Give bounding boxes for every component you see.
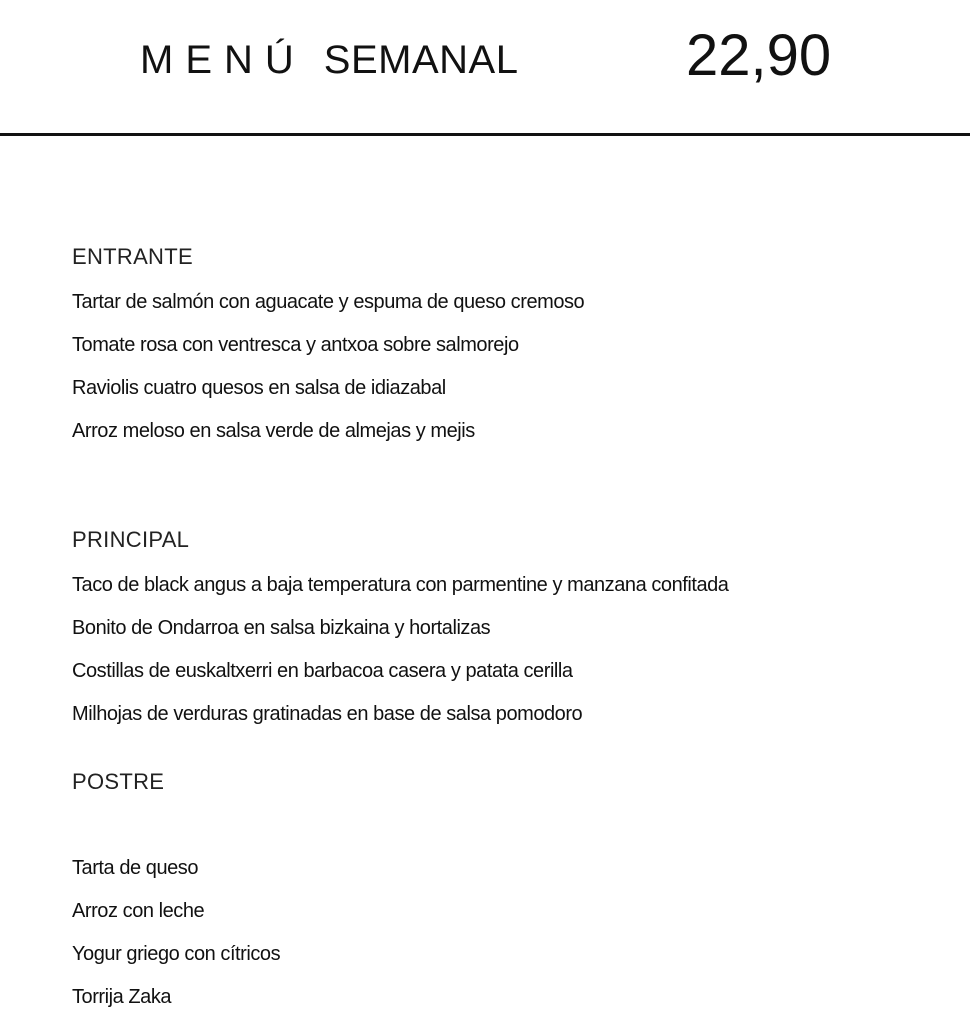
dish-item: Milhojas de verduras gratinadas en base de salsa pomodoro: [72, 703, 583, 725]
menu-price: 22,90: [686, 23, 832, 88]
menu-title-word: MENÚ: [140, 38, 306, 82]
dish-item: Tomate rosa con ventresca y antxoa sobre salmorejo: [72, 334, 519, 356]
menu-title-subtitle: SEMANAL: [323, 38, 519, 82]
dish-item: Tarta de queso: [72, 857, 199, 879]
dish-item: Tartar de salmón con aguacate y espuma de queso cremoso: [72, 291, 585, 313]
menu-title: [140, 36, 518, 84]
section-heading-entrante: ENTRANTE: [72, 244, 193, 269]
dish-item: Yogur griego con cítricos: [72, 943, 281, 965]
dish-item: Costillas de euskaltxerri en barbacoa casera y patata cerilla: [72, 660, 573, 682]
dish-item: Bonito de Ondarroa en salsa bizkaina y hortalizas: [72, 617, 491, 639]
section-heading-principal: PRINCIPAL: [72, 527, 190, 552]
menu-header: [0, 0, 972, 136]
dish-item: Torrija Zaka: [72, 986, 172, 1008]
section-heading-postre: POSTRE: [72, 769, 165, 794]
header-divider: [0, 133, 970, 136]
dish-item: Arroz meloso en salsa verde de almejas y mejis: [72, 420, 475, 442]
dish-item: Taco de black angus a baja temperatura con parmentine y manzana confitada: [72, 574, 729, 596]
dish-item: Raviolis cuatro quesos en salsa de idiazabal: [72, 377, 446, 399]
dish-item: Arroz con leche: [72, 900, 205, 922]
